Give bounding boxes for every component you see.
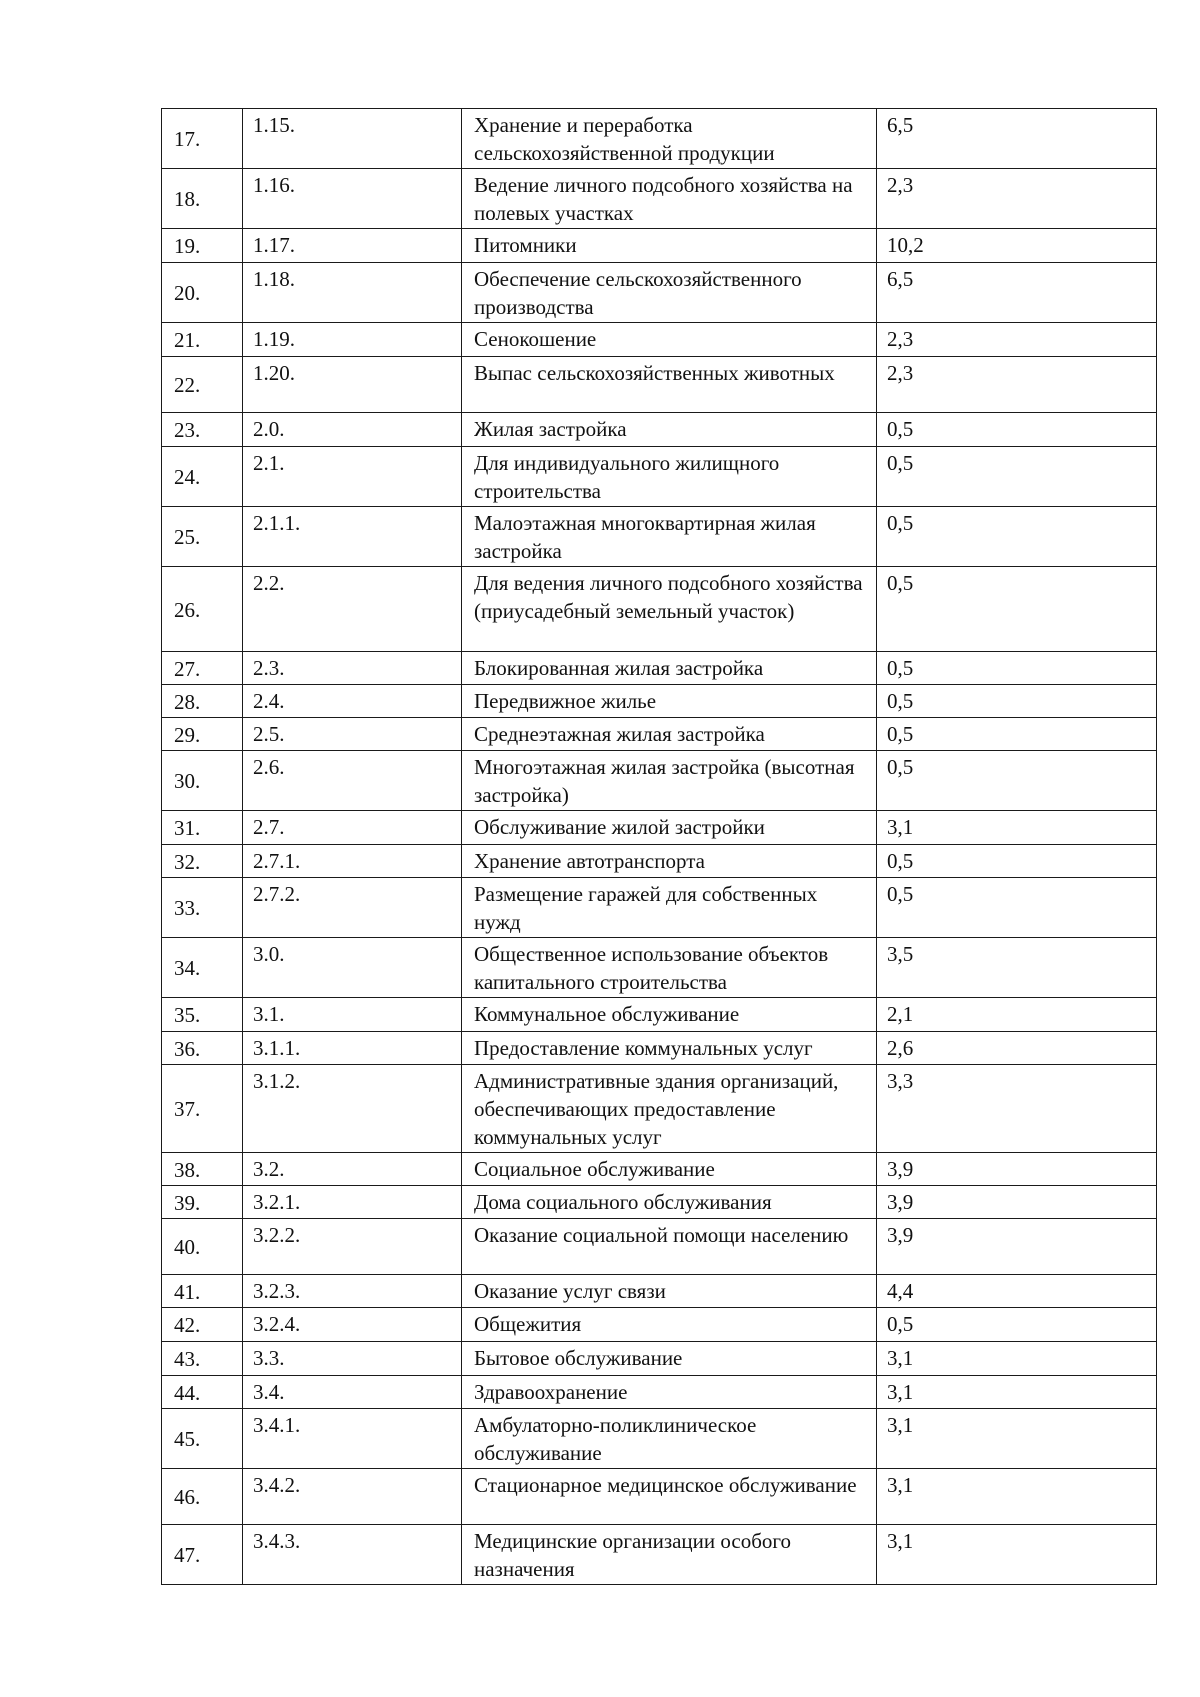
use-code-cell: 2.7.1. [243,845,462,878]
use-name-cell: Обслуживание жилой застройки [462,811,877,845]
use-code-cell: 2.7. [243,811,462,845]
use-name-cell: Дома социального обслуживания [462,1186,877,1219]
table-row [162,507,1157,567]
coefficient-cell: 3,1 [877,1469,1157,1525]
use-name-cell: Для ведения личного подсобного хозяйства (приусадебный земельный участок) [462,567,877,652]
coefficient-cell: 0,5 [877,1308,1157,1342]
use-name-cell: Коммунальное обслуживание [462,998,877,1032]
use-code-cell: 2.4. [243,685,462,718]
use-code-cell: 1.18. [243,263,462,323]
table-row [162,938,1157,998]
coefficient-cell: 3,1 [877,811,1157,845]
table-row [162,998,1157,1032]
row-number-cell: 45. [162,1409,243,1469]
row-number-cell: 20. [162,263,243,323]
row-number-cell: 42. [162,1308,243,1342]
use-name-cell: Здравоохранение [462,1376,877,1409]
row-number-cell: 31. [162,811,243,845]
coefficient-cell: 0,5 [877,413,1157,447]
coefficient-cell: 3,1 [877,1342,1157,1376]
row-number-cell: 17. [162,109,243,169]
coefficient-cell: 3,9 [877,1153,1157,1186]
use-code-cell: 3.2.1. [243,1186,462,1219]
coefficient-cell: 2,3 [877,323,1157,357]
row-number-cell: 40. [162,1219,243,1275]
table-row [162,1153,1157,1186]
use-name-cell: Сенокошение [462,323,877,357]
table-row [162,1065,1157,1153]
use-code-cell: 2.1. [243,447,462,507]
table-row [162,169,1157,229]
use-code-cell: 2.2. [243,567,462,652]
use-name-cell: Амбулаторно-поликлиническое обслуживание [462,1409,877,1469]
table-row [162,811,1157,845]
use-code-cell: 1.19. [243,323,462,357]
coefficient-cell: 0,5 [877,878,1157,938]
table-row [162,1219,1157,1275]
table-row [162,567,1157,652]
coefficient-cell: 10,2 [877,229,1157,263]
use-name-cell: Оказание социальной помощи населению [462,1219,877,1275]
use-name-cell: Медицинские организации особого назначения [462,1525,877,1585]
table-row [162,652,1157,685]
use-code-cell: 2.3. [243,652,462,685]
coefficient-cell: 0,5 [877,845,1157,878]
row-number-cell: 19. [162,229,243,263]
table-row [162,1342,1157,1376]
table-row [162,109,1157,169]
use-code-cell: 2.7.2. [243,878,462,938]
table-row [162,229,1157,263]
use-code-cell: 3.2. [243,1153,462,1186]
row-number-cell: 22. [162,357,243,413]
row-number-cell: 35. [162,998,243,1032]
coefficient-cell: 3,3 [877,1065,1157,1153]
use-code-cell: 1.15. [243,109,462,169]
row-number-cell: 26. [162,567,243,652]
coefficient-cell: 6,5 [877,263,1157,323]
use-code-cell: 2.5. [243,718,462,751]
row-number-cell: 33. [162,878,243,938]
use-code-cell: 1.17. [243,229,462,263]
coefficient-cell: 0,5 [877,507,1157,567]
coefficient-cell: 3,1 [877,1525,1157,1585]
coefficient-cell: 3,9 [877,1219,1157,1275]
table-row [162,1032,1157,1065]
use-code-cell: 3.4.3. [243,1525,462,1585]
table-body [162,109,1157,1585]
use-name-cell: Малоэтажная многоквартирная жилая застройка [462,507,877,567]
row-number-cell: 46. [162,1469,243,1525]
use-code-cell: 2.1.1. [243,507,462,567]
coefficient-cell: 2,6 [877,1032,1157,1065]
use-name-cell: Блокированная жилая застройка [462,652,877,685]
row-number-cell: 29. [162,718,243,751]
coefficient-cell: 2,3 [877,169,1157,229]
use-name-cell: Административные здания организаций, обеспечивающих предоставление коммунальных услуг [462,1065,877,1153]
row-number-cell: 36. [162,1032,243,1065]
use-name-cell: Оказание услуг связи [462,1275,877,1308]
use-name-cell: Размещение гаражей для собственных нужд [462,878,877,938]
coefficient-cell: 0,5 [877,447,1157,507]
row-number-cell: 28. [162,685,243,718]
use-name-cell: Жилая застройка [462,413,877,447]
use-name-cell: Социальное обслуживание [462,1153,877,1186]
row-number-cell: 34. [162,938,243,998]
table-row [162,878,1157,938]
coefficient-cell: 4,4 [877,1275,1157,1308]
use-name-cell: Ведение личного подсобного хозяйства на полевых участках [462,169,877,229]
use-name-cell: Среднеэтажная жилая застройка [462,718,877,751]
use-name-cell: Хранение и переработка сельскохозяйственной продукции [462,109,877,169]
table-row [162,1409,1157,1469]
use-name-cell: Передвижное жилье [462,685,877,718]
row-number-cell: 39. [162,1186,243,1219]
use-name-cell: Выпас сельскохозяйственных животных [462,357,877,413]
use-code-cell: 3.0. [243,938,462,998]
table-row [162,1376,1157,1409]
use-name-cell: Питомники [462,229,877,263]
table-row [162,718,1157,751]
row-number-cell: 24. [162,447,243,507]
table-row [162,263,1157,323]
use-code-cell: 3.4.2. [243,1469,462,1525]
coefficient-cell: 3,9 [877,1186,1157,1219]
use-code-cell: 3.2.3. [243,1275,462,1308]
table-row [162,1308,1157,1342]
use-name-cell: Предоставление коммунальных услуг [462,1032,877,1065]
use-code-cell: 3.2.4. [243,1308,462,1342]
use-code-cell: 3.4.1. [243,1409,462,1469]
table-row [162,751,1157,811]
row-number-cell: 32. [162,845,243,878]
land-use-table [161,108,1157,1585]
use-name-cell: Хранение автотранспорта [462,845,877,878]
use-name-cell: Обеспечение сельскохозяйственного производства [462,263,877,323]
use-code-cell: 3.1.2. [243,1065,462,1153]
row-number-cell: 23. [162,413,243,447]
row-number-cell: 44. [162,1376,243,1409]
table-row [162,1525,1157,1585]
table-row [162,1186,1157,1219]
coefficient-cell: 0,5 [877,718,1157,751]
row-number-cell: 18. [162,169,243,229]
row-number-cell: 41. [162,1275,243,1308]
table-row [162,1469,1157,1525]
use-name-cell: Общественное использование объектов капитального строительства [462,938,877,998]
use-code-cell: 1.16. [243,169,462,229]
coefficient-cell: 3,1 [877,1409,1157,1469]
row-number-cell: 43. [162,1342,243,1376]
use-code-cell: 2.6. [243,751,462,811]
table-row [162,447,1157,507]
coefficient-cell: 0,5 [877,567,1157,652]
use-code-cell: 1.20. [243,357,462,413]
coefficient-cell: 0,5 [877,685,1157,718]
table-row [162,413,1157,447]
row-number-cell: 27. [162,652,243,685]
coefficient-cell: 3,1 [877,1376,1157,1409]
use-name-cell: Общежития [462,1308,877,1342]
table-row [162,357,1157,413]
table-row [162,685,1157,718]
coefficient-cell: 2,1 [877,998,1157,1032]
coefficient-cell: 0,5 [877,751,1157,811]
row-number-cell: 38. [162,1153,243,1186]
table-row [162,323,1157,357]
row-number-cell: 47. [162,1525,243,1585]
coefficient-cell: 6,5 [877,109,1157,169]
coefficient-cell: 3,5 [877,938,1157,998]
use-code-cell: 2.0. [243,413,462,447]
row-number-cell: 25. [162,507,243,567]
table-row [162,1275,1157,1308]
use-code-cell: 3.1. [243,998,462,1032]
use-name-cell: Стационарное медицинское обслуживание [462,1469,877,1525]
table-row [162,845,1157,878]
row-number-cell: 30. [162,751,243,811]
row-number-cell: 37. [162,1065,243,1153]
use-code-cell: 3.4. [243,1376,462,1409]
coefficient-cell: 0,5 [877,652,1157,685]
use-code-cell: 3.2.2. [243,1219,462,1275]
use-name-cell: Бытовое обслуживание [462,1342,877,1376]
use-name-cell: Для индивидуального жилищного строительства [462,447,877,507]
coefficient-cell: 2,3 [877,357,1157,413]
use-name-cell: Многоэтажная жилая застройка (высотная застройка) [462,751,877,811]
use-code-cell: 3.3. [243,1342,462,1376]
row-number-cell: 21. [162,323,243,357]
use-code-cell: 3.1.1. [243,1032,462,1065]
